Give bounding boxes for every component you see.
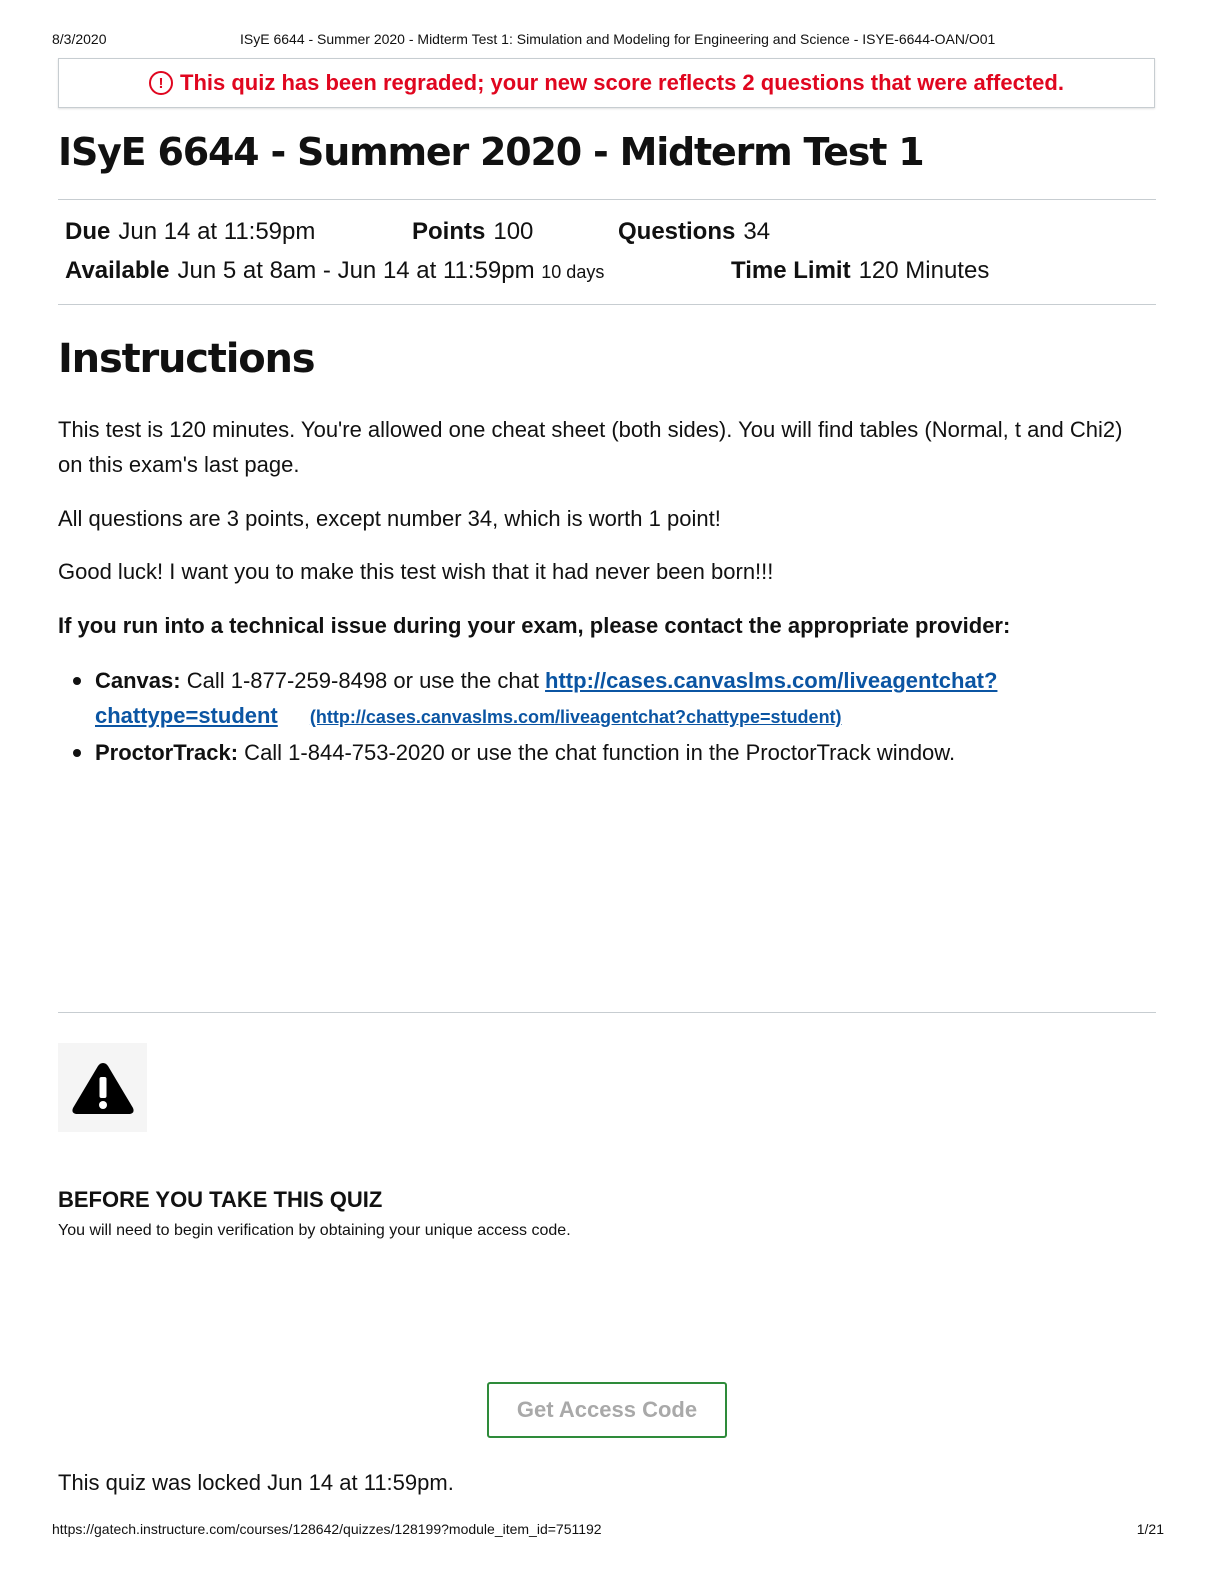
list-item — [58, 663, 1138, 735]
provider-name: ProctorTrack: — [95, 740, 239, 765]
available-detail — [65, 257, 604, 285]
print-page-title: ISyE 6644 - Summer 2020 - Midterm Test 1: Simulation and Modeling for Engineering and Science - ISYE-6644-OAN/O01 — [240, 31, 996, 47]
available-label: Available — [65, 257, 170, 284]
list-item — [58, 735, 1138, 770]
print-footer — [52, 1521, 1164, 1539]
provider-text: Call 1-877-259-8498 or use the chat — [180, 668, 546, 693]
page-number: 1/21 — [1136, 1521, 1164, 1537]
canvas-chat-link-note[interactable]: (http://cases.canvaslms.com/liveagentchat?chattype=student) — [309, 707, 842, 727]
regrade-notice — [58, 58, 1155, 108]
due-detail — [65, 218, 315, 246]
print-header — [52, 31, 1164, 49]
instructions-paragraph: This test is 120 minutes. You're allowed one cheat sheet (both sides). You will find tables (Normal, t and Chi2) on this exam's last page. — [58, 417, 1123, 477]
provider-list — [58, 663, 1138, 770]
print-date: 8/3/2020 — [52, 31, 107, 47]
instructions-paragraph: Good luck! I want you to make this test wish that it had never been born!!! — [58, 559, 774, 584]
available-duration: 10 days — [541, 262, 605, 282]
due-label: Due — [65, 218, 111, 245]
time-limit-label: Time Limit — [731, 257, 851, 284]
canvas-chat-link[interactable]: http://cases.canvaslms.com/liveagentchat?chattype=student — [95, 668, 998, 728]
quiz-title: ISyE 6644 - Summer 2020 - Midterm Test 1 — [58, 130, 924, 174]
instructions-heading: Instructions — [58, 336, 315, 382]
questions-detail — [618, 218, 770, 246]
points-label: Points — [412, 218, 486, 245]
print-url: https://gatech.instructure.com/courses/128642/quizzes/128199?module_item_id=751192 — [52, 1521, 602, 1537]
available-value: Jun 5 at 8am - Jun 14 at 11:59pm — [177, 257, 535, 284]
provider-text: Call 1-844-753-2020 or use the chat function in the ProctorTrack window. — [238, 740, 956, 765]
get-access-code-button[interactable]: Get Access Code — [487, 1382, 727, 1438]
time-limit-value: 120 Minutes — [858, 257, 990, 284]
regrade-notice-text: This quiz has been regraded; your new score reflects 2 questions that were affected. — [180, 70, 1064, 95]
points-value: 100 — [493, 218, 534, 245]
time-limit-detail — [731, 257, 989, 285]
divider — [58, 304, 1156, 305]
provider-name: Canvas: — [95, 668, 181, 693]
questions-label: Questions — [618, 218, 736, 245]
instructions-paragraph: All questions are 3 points, except number 34, which is worth 1 point! — [58, 506, 721, 531]
questions-value: 34 — [743, 218, 771, 245]
points-detail — [412, 218, 533, 246]
alert-circle-icon: ! — [149, 71, 173, 95]
quiz-locked-text: This quiz was locked Jun 14 at 11:59pm. — [58, 1470, 454, 1495]
divider — [58, 199, 1156, 200]
warning-triangle-icon — [70, 1060, 136, 1116]
due-value: Jun 14 at 11:59pm — [118, 218, 316, 245]
warning-box — [58, 1043, 147, 1132]
before-quiz-text: You will need to begin verification by obtaining your unique access code. — [58, 1222, 571, 1239]
divider — [58, 1012, 1156, 1013]
tech-issue-heading: If you run into a technical issue during your exam, please contact the appropriate provider: — [58, 613, 1011, 638]
before-quiz-heading: BEFORE YOU TAKE THIS QUIZ — [58, 1187, 383, 1212]
